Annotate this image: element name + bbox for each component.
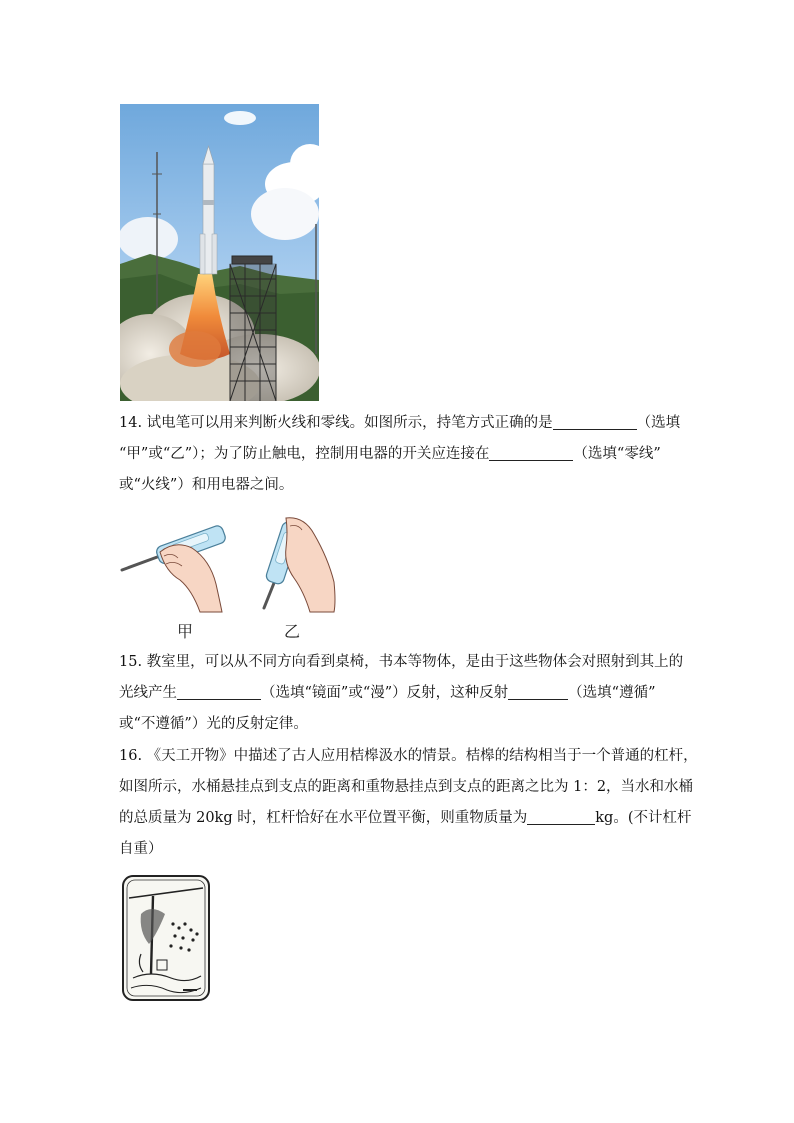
question-16-line-4: 自重） bbox=[119, 841, 163, 857]
launch-tower bbox=[230, 256, 276, 401]
answer-blank[interactable] bbox=[527, 807, 595, 825]
answer-blank[interactable] bbox=[553, 412, 637, 430]
question-15-line-2: 光线产生 （选填“镜面”或“漫”）反射，这种反射 （选填“遵循” bbox=[119, 678, 679, 709]
question-16-line-3: 的总质量为 20kg 时，杠杆恰好在水平位置平衡，则重物质量为 kg。(不计杠杆 bbox=[119, 803, 679, 834]
answer-blank[interactable] bbox=[177, 682, 261, 700]
figure-label-left: 甲 bbox=[177, 622, 194, 641]
test-pen-grip-a-illustration bbox=[120, 512, 230, 614]
question-16-line-1: 16. 《天工开物》中描述了古人应用桔槔汲水的情景。桔槔的结构相当于一个普通的杠杆， bbox=[119, 748, 698, 764]
well-sweep-woodcut-illustration bbox=[121, 874, 211, 1002]
question-15-line-3: 或“不遵循”）光的反射定律。 bbox=[119, 716, 308, 732]
test-pen-grip-b-illustration bbox=[248, 512, 338, 614]
question-14-line-1: 14. 试电笔可以用来判断火线和零线。如图所示，持笔方式正确的是 （选填 bbox=[119, 408, 679, 439]
question-14-line-3: 或“火线”）和用电器之间。 bbox=[119, 477, 294, 493]
question-16 bbox=[119, 741, 698, 865]
answer-blank[interactable] bbox=[508, 682, 568, 700]
rocket-launch-photo bbox=[120, 104, 319, 401]
question-14-line-2: “甲”或“乙”）；为了防止触电，控制用电器的开关应连接在 （选填“零线” bbox=[119, 439, 679, 470]
question-15-line-1: 15. 教室里，可以从不同方向看到桌椅，书本等物体，是由于这些物体会对照射到其上的 bbox=[119, 654, 684, 670]
answer-blank[interactable] bbox=[489, 443, 573, 461]
question-16-line-2: 如图所示，水桶悬挂点到支点的距离和重物悬挂点到支点的距离之比为 1：2，当水和水桶 bbox=[119, 779, 694, 795]
figure-label-right: 乙 bbox=[284, 622, 301, 641]
question-14 bbox=[119, 408, 679, 501]
question-15 bbox=[119, 647, 684, 740]
